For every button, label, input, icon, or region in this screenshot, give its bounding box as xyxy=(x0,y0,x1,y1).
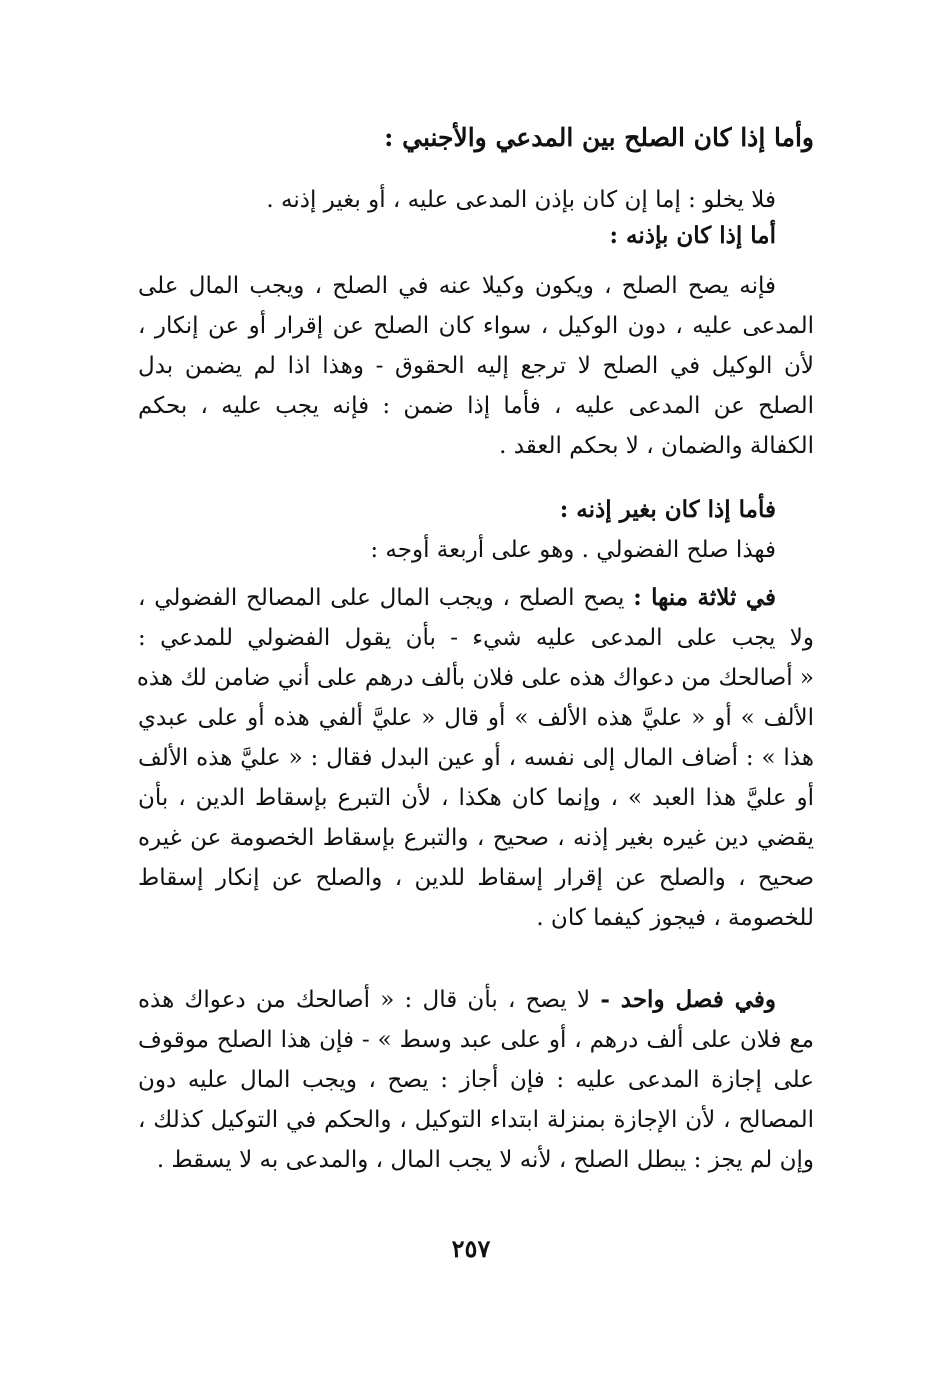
paragraph-line: على إجازة المدعى عليه : فإن أجاز : يصح ، ويجب المال عليه دون xyxy=(138,1067,814,1093)
fuduli-intro-line: فهذا صلح الفضولي . وهو على أربعة أوجه : xyxy=(370,537,776,563)
intro-block xyxy=(138,180,814,256)
paragraph-line: مع فلان على ألف درهم ، أو على عبد وسط » - فإن هذا الصلح موقوف xyxy=(138,1027,814,1053)
paragraph-line: المدعى عليه ، دون الوكيل ، سواء كان الصلح عن إقرار أو عن إنكار ، xyxy=(138,313,814,339)
paragraph-line: للخصومة ، فيجوز كيفما كان . xyxy=(536,905,814,931)
three-cases-text: يصح الصلح ، ويجب المال على المصالح الفضولي ، xyxy=(138,585,625,611)
paragraph-line: ولا يجب على المدعى عليه شيء - بأن يقول الفضولي للمدعي : xyxy=(138,625,814,651)
intro-line: فلا يخلو : إما إن كان بإذن المدعى عليه ، أو بغير إذنه . xyxy=(266,187,776,213)
paragraph-line: يقضي دين غيره بغير إذنه ، صحيح ، والتبرع بإسقاط الخصومة عن غيره xyxy=(138,825,814,851)
paragraph-line xyxy=(138,578,814,618)
paragraph-with-permission xyxy=(138,266,814,466)
one-case-lead: وفي فصل واحد - xyxy=(600,986,776,1013)
paragraph-line: الألف » أو « عليَّ هذه الألف » أو قال « عليَّ ألفي هذه أو على عبدي xyxy=(138,705,814,731)
subheading-without-permission: فأما إذا كان بغير إذنه : xyxy=(559,496,776,523)
paragraph-line: أو عليَّ هذا العبد » ، وإنما كان هكذا ، لأن التبرع بإسقاط الدين ، بأن xyxy=(138,785,814,811)
paragraph-three-cases xyxy=(138,578,814,938)
paragraph-line xyxy=(138,980,814,1020)
paragraph-line: الصلح عن المدعى عليه ، فأما إذا ضمن : فإنه يجب عليه ، بحكم xyxy=(138,393,814,419)
page-number: ٢٥٧ xyxy=(451,1234,491,1263)
main-heading-block xyxy=(138,118,814,158)
three-cases-lead: في ثلاثة منها : xyxy=(633,584,777,611)
paragraph-one-case xyxy=(138,980,814,1180)
paragraph-line: المصالح ، لأن الإجازة بمنزلة ابتداء التوكيل ، والحكم في التوكيل كذلك ، xyxy=(138,1107,814,1133)
subheading-with-permission: أما إذا كان بإذنه : xyxy=(609,222,776,249)
paragraph-line: « أصالحك من دعواك هذه على فلان بألف درهم على أني ضامن لك هذه xyxy=(136,665,814,691)
main-heading: وأما إذا كان الصلح بين المدعي والأجنبي : xyxy=(384,123,814,152)
paragraph-line: هذا » : أضاف المال إلى نفسه ، أو عين البدل فقال : « عليَّ هذه الألف xyxy=(138,745,814,771)
paragraph-line: وإن لم يجز : يبطل الصلح ، لأنه لا يجب المال ، والمدعى به لا يسقط . xyxy=(156,1147,814,1173)
one-case-text: لا يصح ، بأن قال : « أصالحك من دعواك هذه xyxy=(138,987,591,1013)
paragraph-line: الكفالة والضمان ، لا بحكم العقد . xyxy=(499,433,814,459)
paragraph-line: فإنه يصح الصلح ، ويكون وكيلا عنه في الصلح ، ويجب المال على xyxy=(138,273,776,299)
without-permission-block xyxy=(138,490,814,570)
paragraph-line: صحيح ، والصلح عن إقرار إسقاط للدين ، والصلح عن إنكار إسقاط xyxy=(138,865,814,891)
paragraph-line: لأن الوكيل في الصلح لا ترجع إليه الحقوق - وهذا اذا لم يضمن بدل xyxy=(138,353,814,379)
